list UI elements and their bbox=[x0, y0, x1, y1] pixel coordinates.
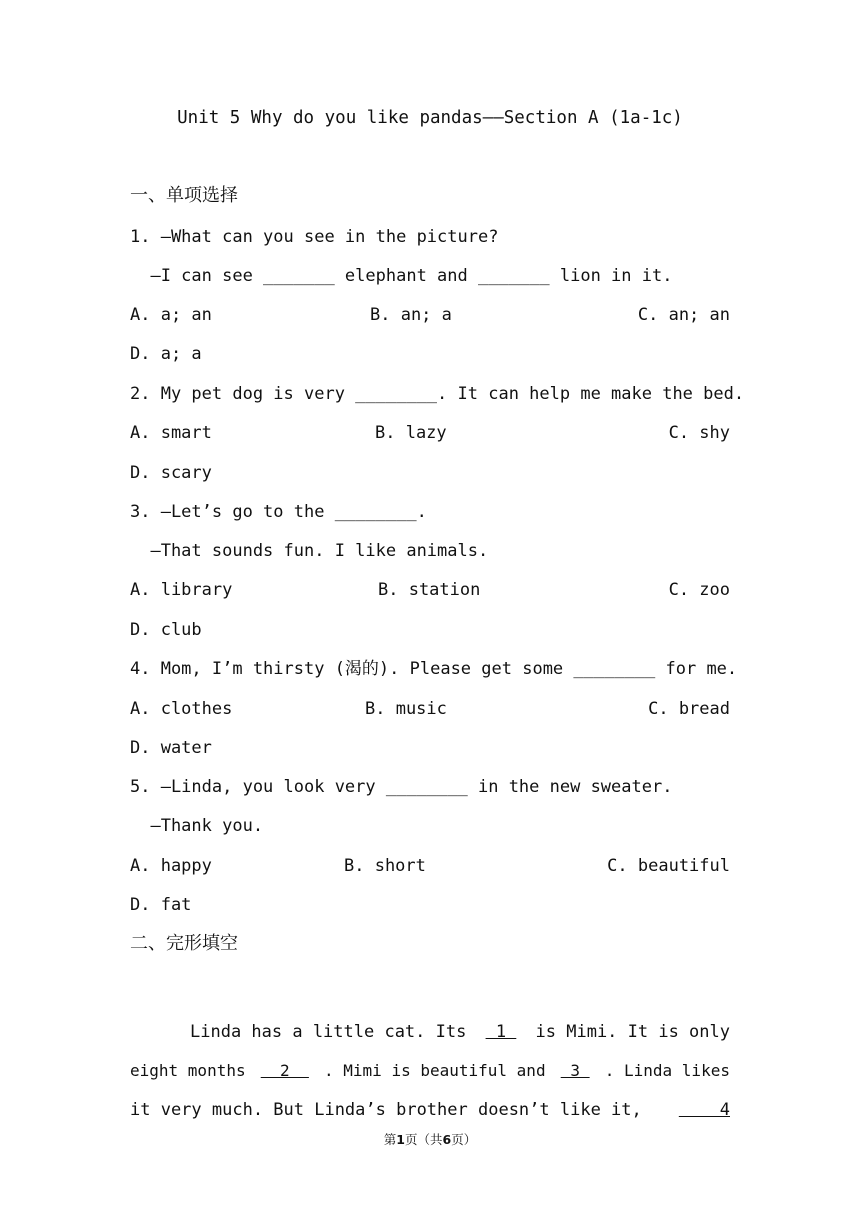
footer-middle: 页（共 bbox=[404, 1132, 443, 1147]
option-b[interactable]: B. lazy bbox=[375, 423, 447, 443]
option-a[interactable]: A. library bbox=[130, 580, 233, 600]
option-c[interactable]: C. bread bbox=[648, 699, 730, 719]
passage-text: . Mimi is beautiful and bbox=[324, 1061, 546, 1080]
question-5-options bbox=[130, 854, 730, 878]
section-heading-cloze: 二、完形填空 bbox=[130, 933, 238, 954]
section-heading-single-choice: 一、单项选择 bbox=[130, 185, 238, 206]
question-1-options bbox=[130, 303, 730, 327]
option-c[interactable]: C. shy bbox=[668, 423, 730, 443]
passage-text: eight months bbox=[130, 1061, 246, 1080]
passage-text: . Linda likes bbox=[604, 1061, 730, 1080]
footer-total-pages: 6 bbox=[442, 1132, 452, 1147]
question-2-options bbox=[130, 421, 730, 445]
question-5-option-d[interactable]: D. fat bbox=[130, 895, 192, 915]
option-a[interactable]: A. clothes bbox=[130, 699, 233, 719]
question-5-stem: 5. —Linda, you look very ________ in the new sweater. bbox=[130, 777, 673, 797]
footer-page-number: 1 bbox=[396, 1132, 405, 1147]
question-4-options bbox=[130, 697, 730, 721]
cloze-blank-1[interactable]: 1 bbox=[485, 1022, 517, 1042]
question-4-option-d[interactable]: D. water bbox=[130, 738, 212, 758]
question-3-stem: 3. —Let’s go to the ________. bbox=[130, 502, 427, 522]
cloze-blank-4[interactable]: 4 bbox=[678, 1100, 730, 1120]
question-2-option-d[interactable]: D. scary bbox=[130, 463, 212, 483]
question-3-options bbox=[130, 578, 730, 602]
footer-prefix: 第 bbox=[383, 1132, 397, 1147]
question-5-response: —Thank you. bbox=[130, 816, 264, 836]
footer-suffix: 页） bbox=[451, 1132, 477, 1147]
option-a[interactable]: A. happy bbox=[130, 856, 212, 876]
option-c[interactable]: C. zoo bbox=[668, 580, 730, 600]
page-footer bbox=[0, 1130, 860, 1148]
question-3-response: —That sounds fun. I like animals. bbox=[130, 541, 489, 561]
question-4-stem: 4. Mom, I’m thirsty (渴的). Please get some ________ for me. bbox=[130, 659, 738, 679]
option-b[interactable]: B. music bbox=[365, 699, 447, 719]
question-3-option-d[interactable]: D. club bbox=[130, 620, 202, 640]
option-b[interactable]: B. an; a bbox=[370, 305, 452, 325]
option-c[interactable]: C. beautiful bbox=[607, 856, 730, 876]
question-1-response: —I can see _______ elephant and _______ lion in it. bbox=[130, 266, 673, 286]
option-b[interactable]: B. short bbox=[344, 856, 426, 876]
cloze-blank-2[interactable]: 2 bbox=[260, 1061, 309, 1080]
passage-text: Linda has a little cat. Its bbox=[190, 1022, 467, 1042]
question-1-stem: 1. —What can you see in the picture? bbox=[130, 227, 499, 247]
passage-text: is Mimi. It is only bbox=[535, 1022, 730, 1042]
question-2-stem: 2. My pet dog is very ________. It can help me make the bed. bbox=[130, 384, 745, 404]
option-c[interactable]: C. an; an bbox=[637, 305, 730, 325]
passage-text: it very much. But Linda’s brother doesn’t like it, bbox=[130, 1100, 642, 1120]
question-1-option-d[interactable]: D. a; a bbox=[130, 344, 202, 364]
page-title: Unit 5 Why do you like pandas——Section A (1a-1c) bbox=[177, 108, 683, 128]
cloze-blank-3[interactable]: 3 bbox=[560, 1061, 590, 1080]
option-b[interactable]: B. station bbox=[378, 580, 481, 600]
option-a[interactable]: A. smart bbox=[130, 423, 212, 443]
option-a[interactable]: A. a; an bbox=[130, 305, 212, 325]
